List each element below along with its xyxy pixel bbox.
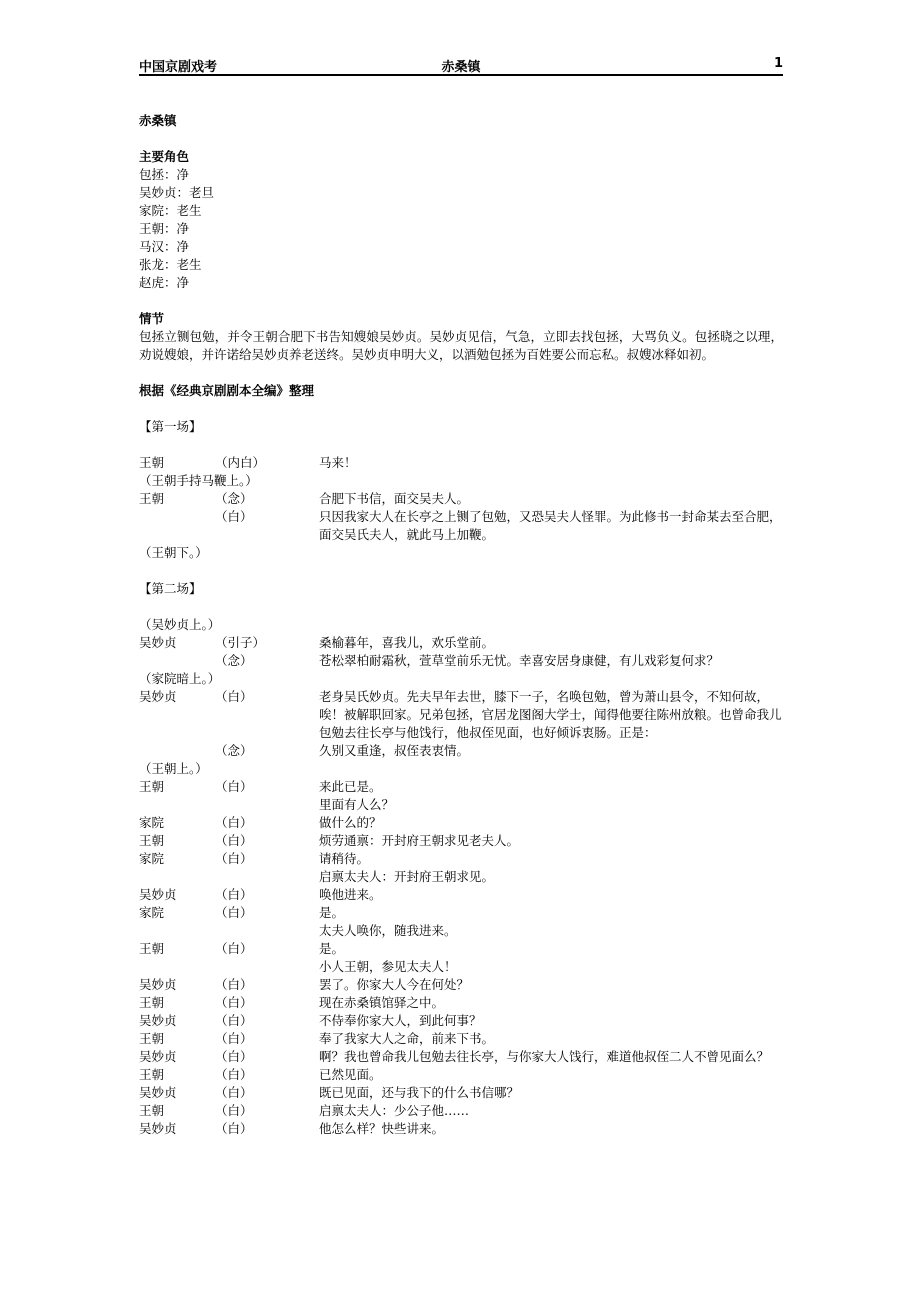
dialogue-text: 桑榆暮年，喜我儿，欢乐堂前。 xyxy=(319,635,495,650)
dialogue-text: 马来！ xyxy=(319,455,357,470)
delivery-mode: （白） xyxy=(215,1085,253,1100)
dialogue-line xyxy=(139,976,783,994)
dialogue-line xyxy=(139,688,783,742)
dialogue-text: 小人王朝，参见太夫人！ xyxy=(319,959,457,974)
delivery-mode: （白） xyxy=(215,887,253,902)
dialogue-text: 里面有人么？ xyxy=(319,797,395,812)
speaker: 吴妙贞 xyxy=(139,1049,177,1064)
stage-direction: （吴妙贞上。） xyxy=(139,617,221,632)
delivery-mode: （白） xyxy=(215,509,253,524)
dialogue-text: 请稍待。 xyxy=(319,851,370,866)
speaker: 王朝 xyxy=(139,1067,165,1082)
dialogue-text: 久别又重逢，叔侄表衷情。 xyxy=(319,743,470,758)
speaker: 吴妙贞 xyxy=(139,887,177,902)
delivery-mode: （白） xyxy=(215,1031,253,1046)
dialogue-text: 老身吴氏妙贞。先夫早年去世，膝下一子，名唤包勉，曾为萧山县令，不知何故，唉！被解职回家。兄弟包拯，官居龙图阁大学士，闻得他要往陈州放粮。也曾命我儿包勉去往长亭与他饯行，他叔侄见面，也好倾诉衷肠。正是： xyxy=(319,689,782,740)
delivery-mode: （白） xyxy=(215,1049,253,1064)
dialogue-line xyxy=(139,868,783,886)
delivery-mode: （白） xyxy=(215,977,253,992)
delivery-mode xyxy=(215,868,319,886)
speaker: 王朝 xyxy=(139,1031,165,1046)
dialogue-line xyxy=(139,454,783,472)
speaker: 吴妙贞 xyxy=(139,1085,177,1100)
dialogue-line xyxy=(139,940,783,958)
delivery-mode: （白） xyxy=(215,779,253,794)
speaker: 王朝 xyxy=(139,995,165,1010)
dialogue-line xyxy=(139,490,783,508)
dialogue-text: 他怎么样？快些讲来。 xyxy=(319,1121,445,1136)
dialogue-line xyxy=(139,742,783,760)
delivery-mode: （白） xyxy=(215,1121,253,1136)
dialogue-text: 苍松翠柏耐霜秋，萱草堂前乐无忧。幸喜安居身康健，有儿戏彩复何求？ xyxy=(319,653,720,668)
plot-heading: 情节 xyxy=(139,311,165,326)
speaker xyxy=(139,958,215,976)
scene-1-heading: 【第一场】 xyxy=(139,419,202,434)
speaker xyxy=(139,742,215,760)
stage-direction: （王朝上。） xyxy=(139,761,208,776)
delivery-mode: （念） xyxy=(215,743,253,758)
dialogue-line xyxy=(139,634,783,652)
speaker: 家院 xyxy=(139,851,165,866)
speaker: 家院 xyxy=(139,905,165,920)
dialogue-text: 现在赤桑镇馆驿之中。 xyxy=(319,995,445,1010)
dialogue-line xyxy=(139,1120,783,1138)
role-item: 张龙：老生 xyxy=(139,257,202,272)
stage-direction: （家院暗上。） xyxy=(139,671,221,686)
dialogue-text: 合肥下书信，面交吴夫人。 xyxy=(319,491,470,506)
dialogue-line xyxy=(139,1030,783,1048)
dialogue-text: 只因我家大人在长亭之上铡了包勉，又恐吴夫人怪罪。为此修书一封命某去至合肥，面交吴氏夫人，就此马上加鞭。 xyxy=(319,509,782,542)
role-item: 马汉：净 xyxy=(139,239,190,254)
stage-direction: （王朝下。） xyxy=(139,545,208,560)
dialogue-line xyxy=(139,850,783,868)
role-item: 赵虎：净 xyxy=(139,275,190,290)
source-note: 根据《经典京剧剧本全编》整理 xyxy=(139,383,315,398)
dialogue-line xyxy=(139,1048,783,1066)
roles-list xyxy=(139,166,783,292)
dialogue-line xyxy=(139,1066,783,1084)
page-header xyxy=(139,54,783,76)
header-page-number: 1 xyxy=(773,56,783,71)
delivery-mode: （白） xyxy=(215,1067,253,1082)
dialogue-line xyxy=(139,904,783,922)
speaker: 吴妙贞 xyxy=(139,689,177,704)
delivery-mode: （白） xyxy=(215,815,253,830)
speaker: 家院 xyxy=(139,815,165,830)
delivery-mode: （白） xyxy=(215,905,253,920)
dialogue-line xyxy=(139,958,783,976)
dialogue-text: 启禀太夫人：少公子他…… xyxy=(319,1103,470,1118)
delivery-mode: （念） xyxy=(215,491,253,506)
speaker: 王朝 xyxy=(139,491,165,506)
scene-2-heading: 【第二场】 xyxy=(139,581,202,596)
document-body xyxy=(139,112,783,1138)
dialogue-text: 不侍奉你家大人，到此何事？ xyxy=(319,1013,482,1028)
delivery-mode xyxy=(215,796,319,814)
dialogue-line xyxy=(139,652,783,670)
dialogue-text: 奉了我家大人之命，前来下书。 xyxy=(319,1031,495,1046)
dialogue-line xyxy=(139,778,783,796)
speaker xyxy=(139,508,215,544)
dialogue-text: 烦劳通禀：开封府王朝求见老夫人。 xyxy=(319,833,520,848)
dialogue-line xyxy=(139,814,783,832)
delivery-mode: （白） xyxy=(215,1013,253,1028)
play-title: 赤桑镇 xyxy=(139,113,177,128)
speaker: 吴妙贞 xyxy=(139,977,177,992)
delivery-mode: （白） xyxy=(215,1103,253,1118)
speaker xyxy=(139,868,215,886)
speaker: 吴妙贞 xyxy=(139,635,177,650)
dialogue-text: 做什么的？ xyxy=(319,815,382,830)
dialogue-line xyxy=(139,994,783,1012)
dialogue-line xyxy=(139,796,783,814)
dialogue-line xyxy=(139,922,783,940)
dialogue-text: 罢了。你家大人今在何处？ xyxy=(319,977,470,992)
delivery-mode xyxy=(215,922,319,940)
scene-2-script xyxy=(139,616,783,1138)
role-item: 王朝：净 xyxy=(139,221,190,236)
speaker xyxy=(139,922,215,940)
dialogue-line xyxy=(139,832,783,850)
roles-heading: 主要角色 xyxy=(139,149,190,164)
delivery-mode xyxy=(215,958,319,976)
speaker: 王朝 xyxy=(139,779,165,794)
dialogue-text: 啊？我也曾命我儿包勉去往长亭，与你家大人饯行，难道他叔侄二人不曾见面么？ xyxy=(319,1049,770,1064)
dialogue-text: 已然见面。 xyxy=(319,1067,382,1082)
header-play-title: 赤桑镇 xyxy=(441,60,481,75)
dialogue-text: 既已见面，还与我下的什么书信哪？ xyxy=(319,1085,520,1100)
delivery-mode: （引子） xyxy=(215,635,266,650)
dialogue-text: 唤他进来。 xyxy=(319,887,382,902)
speaker: 王朝 xyxy=(139,455,165,470)
dialogue-line xyxy=(139,886,783,904)
delivery-mode: （念） xyxy=(215,653,253,668)
dialogue-text: 启禀太夫人：开封府王朝求见。 xyxy=(319,869,495,884)
header-book-title: 中国京剧戏考 xyxy=(139,60,218,75)
speaker: 吴妙贞 xyxy=(139,1013,177,1028)
scene-1-script xyxy=(139,454,783,562)
dialogue-text: 是。 xyxy=(319,905,345,920)
speaker: 王朝 xyxy=(139,941,165,956)
dialogue-line xyxy=(139,1084,783,1102)
dialogue-line xyxy=(139,508,783,544)
dialogue-text: 太夫人唤你，随我进来。 xyxy=(319,923,457,938)
delivery-mode: （白） xyxy=(215,995,253,1010)
stage-direction: （王朝手持马鞭上。） xyxy=(139,473,258,488)
role-item: 家院：老生 xyxy=(139,203,202,218)
role-item: 吴妙贞：老旦 xyxy=(139,185,215,200)
dialogue-line xyxy=(139,1102,783,1120)
speaker: 王朝 xyxy=(139,833,165,848)
delivery-mode: （白） xyxy=(215,689,253,704)
dialogue-text: 来此已是。 xyxy=(319,779,382,794)
delivery-mode: （白） xyxy=(215,941,253,956)
speaker: 吴妙贞 xyxy=(139,1121,177,1136)
delivery-mode: （白） xyxy=(215,833,253,848)
role-item: 包拯：净 xyxy=(139,167,190,182)
dialogue-line xyxy=(139,1012,783,1030)
delivery-mode: （内白） xyxy=(215,455,266,470)
speaker xyxy=(139,652,215,670)
delivery-mode: （白） xyxy=(215,851,253,866)
speaker xyxy=(139,796,215,814)
dialogue-text: 是。 xyxy=(319,941,345,956)
speaker: 王朝 xyxy=(139,1103,165,1118)
plot-text: 包拯立铡包勉，并令王朝合肥下书告知嫂娘吴妙贞。吴妙贞见信，气急，立即去找包拯，大骂负义。包拯晓之以理，劝说嫂娘，并许诺给吴妙贞养老送终。吴妙贞申明大义，以酒勉包拯为百姓要公而忘私。叔嫂冰释如初。 xyxy=(139,329,783,362)
